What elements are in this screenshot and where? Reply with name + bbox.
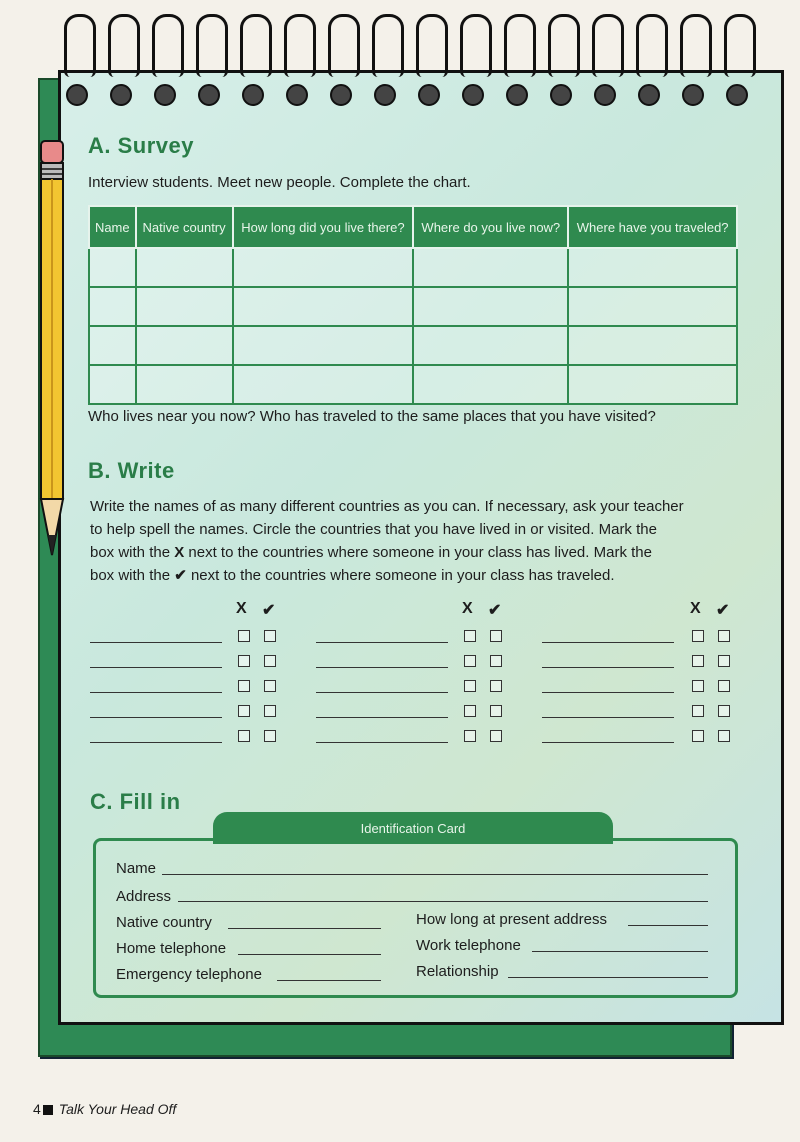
- table-cell[interactable]: [413, 248, 568, 287]
- native-country-field[interactable]: [228, 928, 381, 929]
- list-item: [542, 626, 772, 646]
- traveled-checkbox[interactable]: [264, 680, 276, 692]
- survey-instructions: Interview students. Meet new people. Complete the chart.: [88, 174, 471, 191]
- x-mark-icon: X: [236, 600, 247, 617]
- lived-checkbox[interactable]: [692, 730, 704, 742]
- check-mark-icon: ✔: [488, 602, 502, 619]
- list-item: [542, 676, 772, 696]
- instruction-text: box with the: [90, 544, 175, 561]
- lived-checkbox[interactable]: [464, 630, 476, 642]
- traveled-checkbox[interactable]: [718, 630, 730, 642]
- list-item: [542, 701, 772, 721]
- lived-checkbox[interactable]: [692, 630, 704, 642]
- spiral-ring-icon: [196, 14, 228, 77]
- spiral-binding: [58, 14, 784, 114]
- spiral-ring-icon: [64, 14, 96, 77]
- id-card-title: Identification Card: [213, 812, 613, 844]
- relationship-field[interactable]: [508, 977, 708, 978]
- country-write-line[interactable]: [542, 717, 674, 718]
- table-cell[interactable]: [568, 248, 737, 287]
- table-cell[interactable]: [413, 365, 568, 404]
- lived-checkbox[interactable]: [238, 705, 250, 717]
- native-country-label: Native country: [116, 914, 212, 931]
- list-item: [316, 626, 546, 646]
- traveled-checkbox[interactable]: [264, 705, 276, 717]
- write-instructions-line-4: [90, 564, 615, 587]
- table-cell[interactable]: [89, 326, 136, 365]
- list-item: [90, 651, 320, 671]
- traveled-checkbox[interactable]: [490, 630, 502, 642]
- column-header-native-country: Native country: [136, 206, 233, 248]
- binding-hole-icon: [638, 84, 660, 106]
- table-cell[interactable]: [89, 248, 136, 287]
- traveled-checkbox[interactable]: [718, 730, 730, 742]
- country-write-line[interactable]: [316, 742, 448, 743]
- lived-checkbox[interactable]: [692, 705, 704, 717]
- write-instructions-line-3: [90, 541, 652, 564]
- list-item: [90, 676, 320, 696]
- x-mark-icon: X: [174, 544, 185, 561]
- binding-hole-icon: [330, 84, 352, 106]
- list-item: [90, 726, 320, 746]
- spiral-ring-icon: [108, 14, 140, 77]
- work-telephone-field[interactable]: [532, 951, 708, 952]
- square-bullet-icon: [43, 1105, 53, 1115]
- table-cell[interactable]: [568, 326, 737, 365]
- relationship-label: Relationship: [416, 963, 499, 980]
- spiral-ring-icon: [636, 14, 668, 77]
- traveled-checkbox[interactable]: [264, 655, 276, 667]
- list-item: [316, 651, 546, 671]
- pencil-icon: [36, 135, 68, 585]
- table-cell[interactable]: [233, 326, 414, 365]
- section-a-heading: A. Survey: [88, 133, 194, 158]
- country-write-line[interactable]: [90, 642, 222, 643]
- instruction-text: next to the countries where someone in your class has traveled.: [186, 567, 615, 584]
- x-mark-icon: X: [690, 600, 701, 617]
- binding-hole-icon: [506, 84, 528, 106]
- lived-checkbox[interactable]: [238, 680, 250, 692]
- list-item: [542, 726, 772, 746]
- country-write-line[interactable]: [316, 667, 448, 668]
- table-cell[interactable]: [136, 326, 233, 365]
- table-cell[interactable]: [233, 248, 414, 287]
- spiral-ring-icon: [152, 14, 184, 77]
- check-mark-icon: ✔: [716, 602, 730, 619]
- check-mark-icon: ✔: [174, 567, 187, 584]
- traveled-checkbox[interactable]: [718, 705, 730, 717]
- table-cell[interactable]: [136, 365, 233, 404]
- spiral-ring-icon: [592, 14, 624, 77]
- section-c-heading: C. Fill in: [90, 789, 181, 814]
- country-write-line[interactable]: [542, 692, 674, 693]
- spiral-ring-icon: [680, 14, 712, 77]
- binding-hole-icon: [550, 84, 572, 106]
- binding-hole-icon: [462, 84, 484, 106]
- work-telephone-label: Work telephone: [416, 937, 521, 954]
- traveled-checkbox[interactable]: [490, 730, 502, 742]
- write-instructions-line-2: to help spell the names. Circle the countries that you have lived in or visited. Mark the: [90, 521, 657, 538]
- lived-checkbox[interactable]: [238, 630, 250, 642]
- name-field[interactable]: [162, 874, 708, 875]
- binding-hole-icon: [682, 84, 704, 106]
- column-header-live-now: Where do you live now?: [413, 206, 568, 248]
- emergency-telephone-field[interactable]: [277, 980, 381, 981]
- lived-checkbox[interactable]: [692, 680, 704, 692]
- traveled-checkbox[interactable]: [718, 655, 730, 667]
- country-write-line[interactable]: [90, 717, 222, 718]
- lived-checkbox[interactable]: [464, 680, 476, 692]
- traveled-checkbox[interactable]: [264, 730, 276, 742]
- emergency-telephone-label: Emergency telephone: [116, 966, 262, 983]
- table-row: [89, 287, 737, 326]
- page-footer: [33, 1101, 176, 1117]
- spiral-ring-icon: [460, 14, 492, 77]
- binding-hole-icon: [286, 84, 308, 106]
- write-instructions-line-1: Write the names of as many different countries as you can. If necessary, ask your teacher: [90, 498, 684, 515]
- table-cell[interactable]: [413, 287, 568, 326]
- list-item: [90, 701, 320, 721]
- table-cell[interactable]: [413, 326, 568, 365]
- name-label: Name: [116, 860, 157, 877]
- column-header-how-long: How long did you live there?: [233, 206, 414, 248]
- country-write-line[interactable]: [542, 642, 674, 643]
- country-write-line[interactable]: [90, 692, 222, 693]
- home-telephone-field[interactable]: [238, 954, 381, 955]
- table-cell[interactable]: [568, 287, 737, 326]
- home-telephone-label: Home telephone: [116, 940, 227, 957]
- list-item: [316, 676, 546, 696]
- binding-hole-icon: [726, 84, 748, 106]
- table-cell[interactable]: [136, 287, 233, 326]
- column-header-traveled: Where have you traveled?: [568, 206, 737, 248]
- country-write-line[interactable]: [316, 717, 448, 718]
- spiral-ring-icon: [548, 14, 580, 77]
- section-b-heading: B. Write: [88, 458, 175, 483]
- list-item: [316, 726, 546, 746]
- table-cell[interactable]: [233, 287, 414, 326]
- table-row: [89, 326, 737, 365]
- binding-hole-icon: [110, 84, 132, 106]
- country-write-line[interactable]: [316, 642, 448, 643]
- spiral-ring-icon: [372, 14, 404, 77]
- binding-hole-icon: [154, 84, 176, 106]
- traveled-checkbox[interactable]: [490, 655, 502, 667]
- lived-checkbox[interactable]: [464, 730, 476, 742]
- binding-hole-icon: [66, 84, 88, 106]
- check-mark-icon: ✔: [262, 602, 276, 619]
- binding-hole-icon: [198, 84, 220, 106]
- country-write-line[interactable]: [542, 742, 674, 743]
- list-item: [316, 701, 546, 721]
- spiral-ring-icon: [284, 14, 316, 77]
- address-field[interactable]: [178, 901, 708, 902]
- table-row: [89, 248, 737, 287]
- lived-checkbox[interactable]: [464, 705, 476, 717]
- lived-checkbox[interactable]: [238, 655, 250, 667]
- how-long-label: How long at present address: [416, 911, 607, 928]
- list-item: [542, 651, 772, 671]
- spiral-ring-icon: [240, 14, 272, 77]
- instruction-text: box with the: [90, 567, 175, 584]
- spiral-ring-icon: [724, 14, 756, 77]
- country-write-line[interactable]: [90, 667, 222, 668]
- binding-hole-icon: [374, 84, 396, 106]
- survey-question: Who lives near you now? Who has traveled to the same places that you have visited?: [88, 408, 656, 425]
- lived-checkbox[interactable]: [238, 730, 250, 742]
- traveled-checkbox[interactable]: [264, 630, 276, 642]
- how-long-field[interactable]: [628, 925, 708, 926]
- country-write-line[interactable]: [316, 692, 448, 693]
- table-cell[interactable]: [568, 365, 737, 404]
- book-title: Talk Your Head Off: [58, 1101, 177, 1117]
- page-number: 4: [33, 1101, 41, 1117]
- country-write-line[interactable]: [90, 742, 222, 743]
- list-item: [90, 626, 320, 646]
- binding-hole-icon: [242, 84, 264, 106]
- binding-hole-icon: [594, 84, 616, 106]
- table-row: [89, 365, 737, 404]
- table-cell[interactable]: [233, 365, 414, 404]
- binding-hole-icon: [418, 84, 440, 106]
- spiral-ring-icon: [416, 14, 448, 77]
- table-cell[interactable]: [89, 287, 136, 326]
- column-header-name: Name: [89, 206, 136, 248]
- x-mark-icon: X: [462, 600, 473, 617]
- traveled-checkbox[interactable]: [490, 705, 502, 717]
- instruction-text: next to the countries where someone in your class has lived. Mark the: [184, 544, 652, 561]
- address-label: Address: [116, 888, 172, 905]
- spiral-ring-icon: [504, 14, 536, 77]
- spiral-ring-icon: [328, 14, 360, 77]
- table-cell[interactable]: [136, 248, 233, 287]
- lived-checkbox[interactable]: [692, 655, 704, 667]
- country-write-line[interactable]: [542, 667, 674, 668]
- table-cell[interactable]: [89, 365, 136, 404]
- traveled-checkbox[interactable]: [718, 680, 730, 692]
- survey-chart: [88, 205, 738, 405]
- traveled-checkbox[interactable]: [490, 680, 502, 692]
- lived-checkbox[interactable]: [464, 655, 476, 667]
